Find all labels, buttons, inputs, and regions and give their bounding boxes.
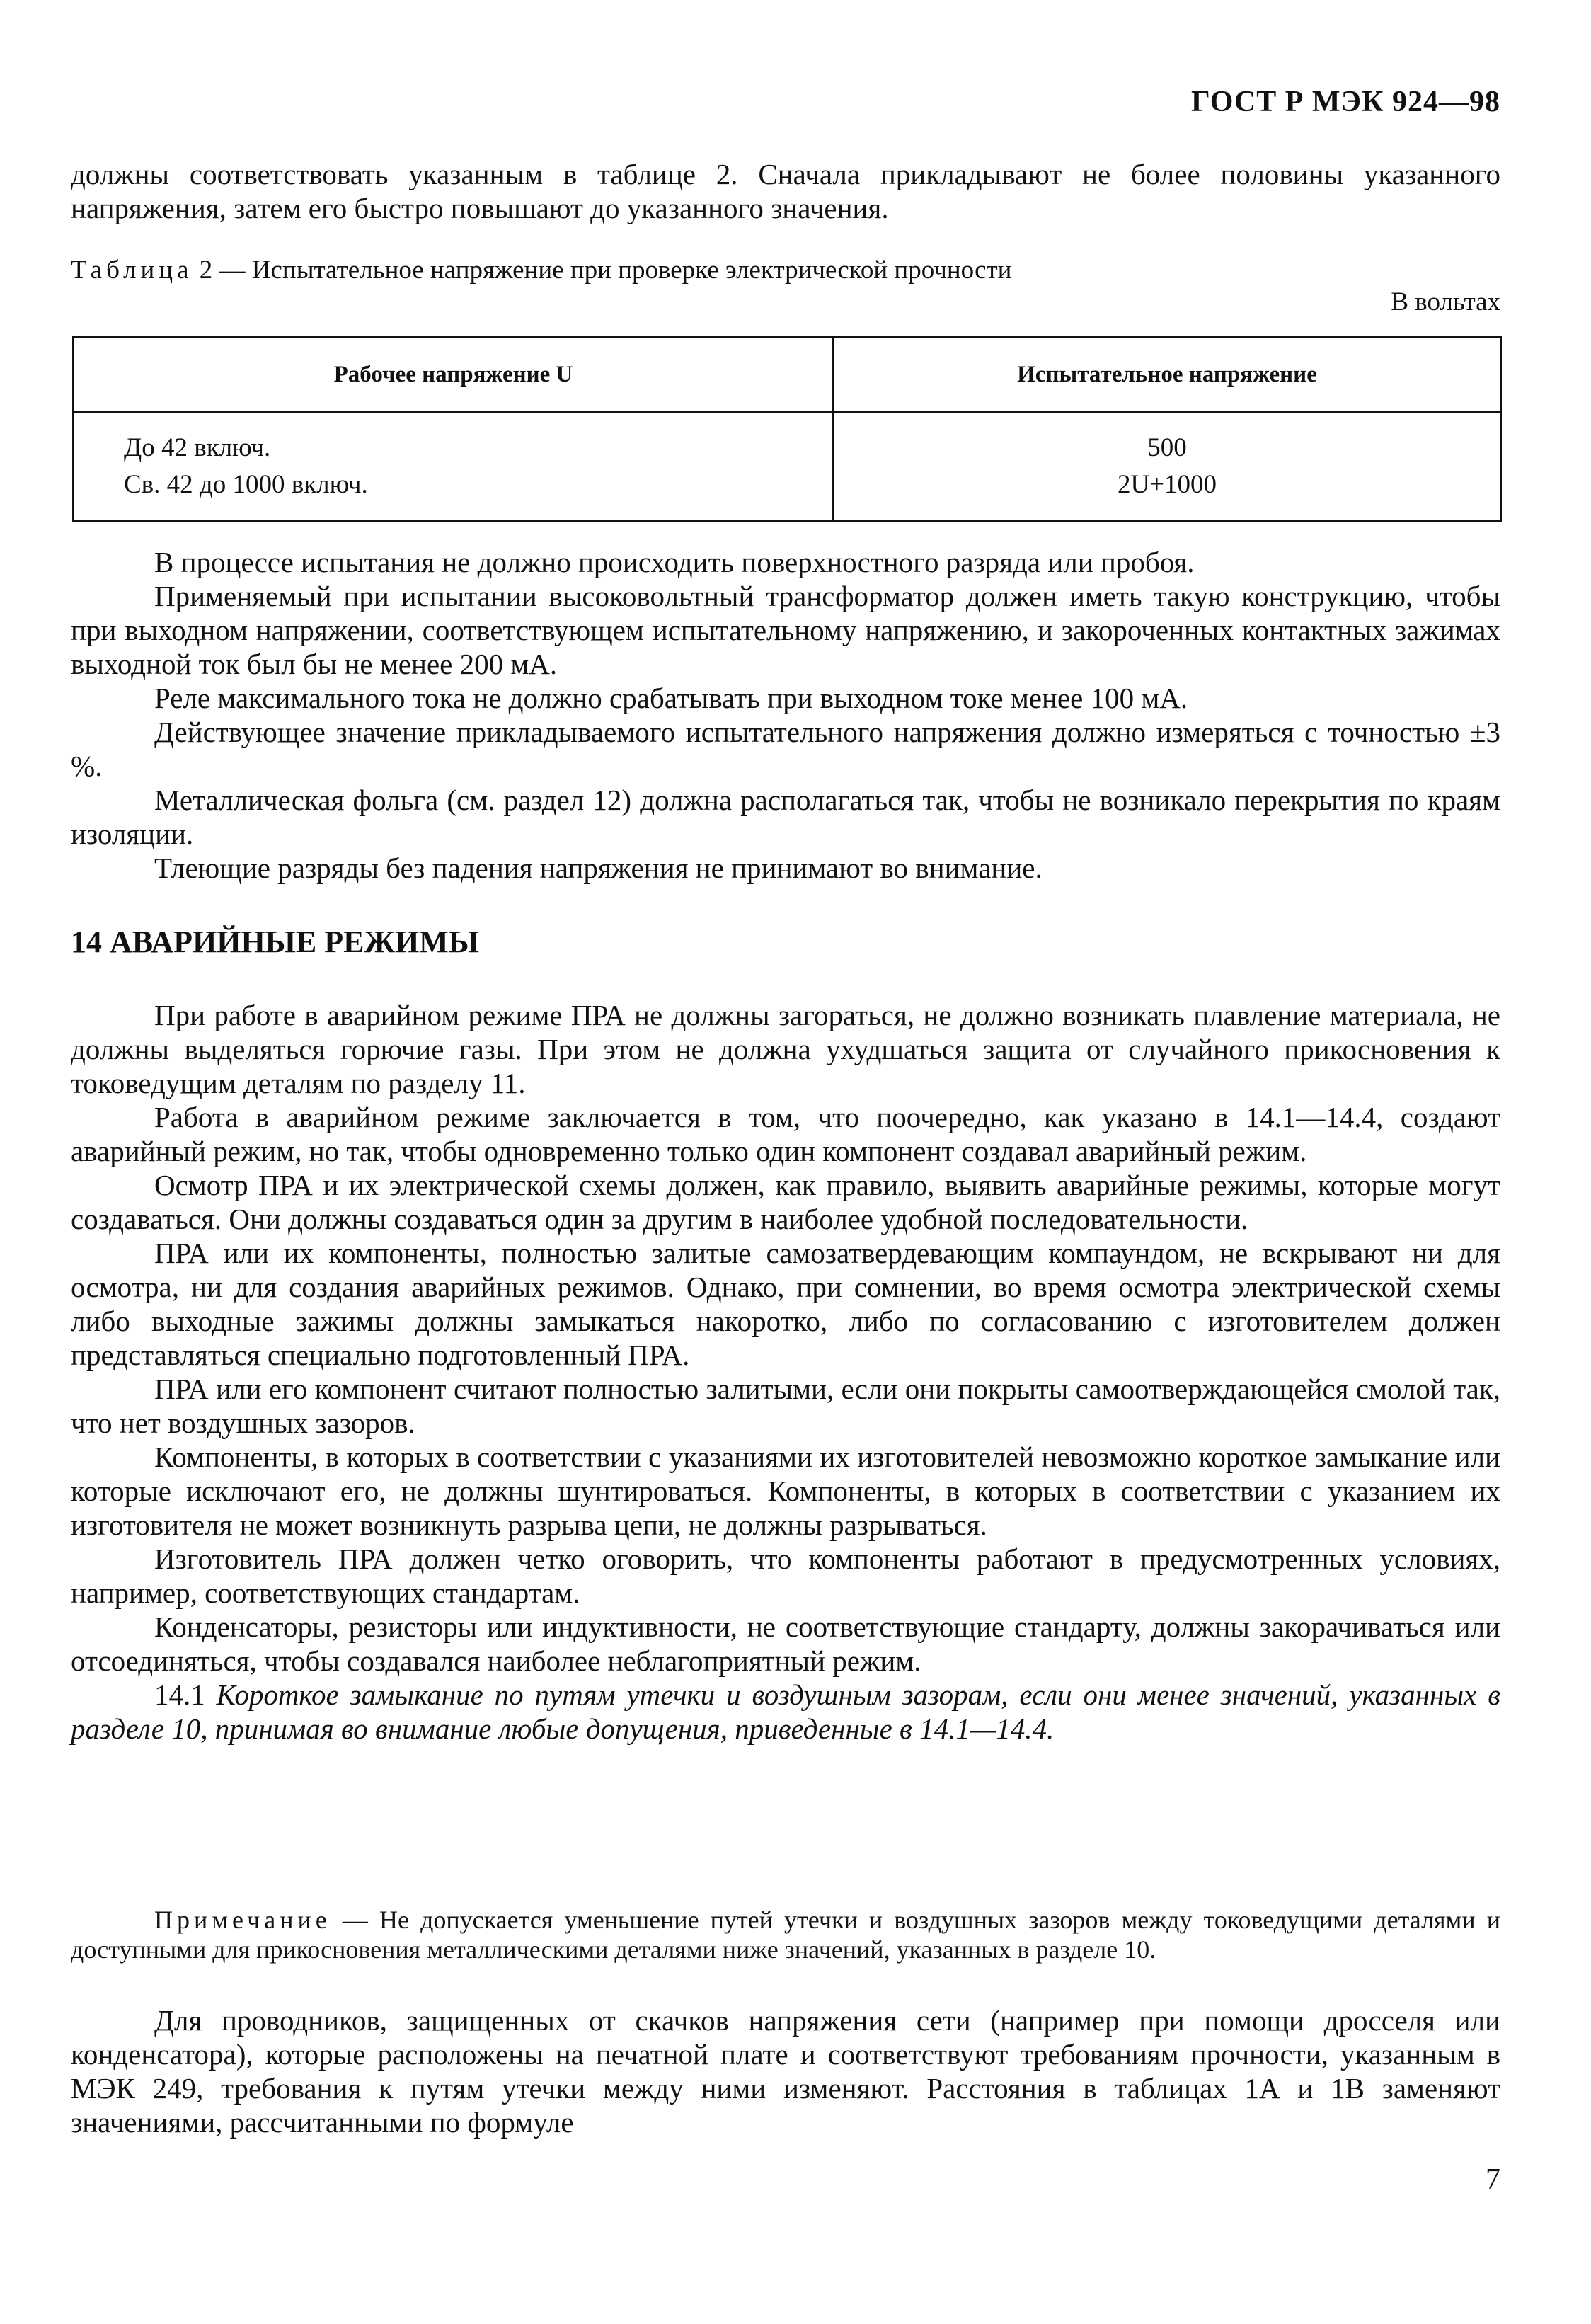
intro-paragraph — [71, 157, 1500, 225]
working-voltage-cell — [74, 412, 834, 522]
row2-range: Св. 42 до 1000 включ. — [124, 470, 368, 499]
paragraph: Металлическая фольга (см. раздел 12) должна располагаться так, чтобы не возникало перекрытия по краям изоляции. — [71, 784, 1500, 850]
final-paragraph-block — [71, 2003, 1500, 2139]
note-text: — Не допускается уменьшение путей утечки и воздушных зазоров между токоведущими деталями и доступными для прикосновения металлическими деталями ниже значений, указанных в разделе 10. — [71, 1906, 1500, 1964]
table-row — [74, 412, 1501, 522]
paragraph: Реле максимального тока не должно срабатывать при выходном токе менее 100 мА. — [154, 682, 1188, 714]
item-14-1 — [71, 1678, 1500, 1746]
item-14-1-text: Короткое замыкание по путям утечки и воздушным зазорам, если они менее значений, указанных в разделе 10, принимая во внимание любые допущения, приведенные в 14.1—14.4. — [71, 1678, 1501, 1745]
paragraph: В процессе испытания не должно происходить поверхностного разряда или пробоя. — [154, 546, 1195, 578]
test-voltage-cell — [834, 412, 1501, 522]
paragraph: При работе в аварийном режиме ПРА не должны загораться, не должно возникать плавление материала, не должны выделяться горючие газы. При этом не должна ухудшаться защита от случайного прикосновения к токоведущим деталям по разделу 11. — [71, 999, 1500, 1099]
table-caption — [71, 255, 1011, 285]
intro-text: должны соответствовать указанным в таблице 2. Сначала прикладывают не более половины указанного напряжения, затем его быстро повышают до указанного значения. — [71, 158, 1500, 224]
test-voltage-table — [72, 336, 1502, 522]
paragraph: Применяемый при испытании высоковольтный трансформатор должен иметь такую конструкцию, чтобы при выходном напряжении, соответствующем испытательному напряжению, и закороченных контактных зажимах выходной ток был бы не менее 200 мА. — [71, 580, 1500, 680]
col-working-voltage: Рабочее напряжение U — [74, 338, 834, 412]
paragraph: Тлеющие разряды без падения напряжения не принимают во внимание. — [154, 852, 1043, 884]
section-14-heading-block — [71, 924, 1500, 960]
section-13-text — [71, 545, 1500, 885]
table-header-row — [74, 338, 1501, 412]
section-14-title: 14 АВАРИЙНЫЕ РЕЖИМЫ — [71, 925, 479, 959]
paragraph: ПРА или их компоненты, полностью залитые самозатвердевающим компаундом, не вскрывают ни для осмотра, ни для создания аварийных режимов. Однако, при сомнении, во время осмотра электрической схемы либо выходные зажимы должны замыкаться накоротко, либо по согласованию с изготовителем должен представляться специально подготовленный ПРА. — [71, 1237, 1500, 1371]
paragraph: Осмотр ПРА и их электрической схемы должен, как правило, выявить аварийные режимы, которые могут создаваться. Они должны создаваться один за другим в наиболее удобной последовательности. — [71, 1169, 1500, 1235]
paragraph: Конденсаторы, резисторы или индуктивности, не соответствующие стандарту, должны закорачиваться или отсоединяться, чтобы создавался наиболее неблагоприятный режим. — [71, 1610, 1500, 1677]
paragraph: Действующее значение прикладываемого испытательного напряжения должно измеряться с точностью ±3 %. — [71, 716, 1500, 782]
row2-value: 2U+1000 — [1117, 470, 1217, 499]
col-test-voltage: Испытательное напряжение — [834, 338, 1501, 412]
item-14-1-number: 14.1 — [154, 1678, 217, 1711]
paragraph: Работа в аварийном режиме заключается в том, что поочередно, как указано в 14.1—14.4, создают аварийный режим, но так, чтобы одновременно только один компонент создавал аварийный режим. — [71, 1101, 1500, 1167]
note-block — [71, 1879, 1500, 1990]
note-label: Примечание — [154, 1906, 331, 1934]
table-caption-text: 2 — Испытательное напряжение при проверке электрической прочности — [193, 256, 1012, 285]
table-unit: В вольтах — [1391, 287, 1500, 316]
note — [71, 1905, 1500, 1964]
final-paragraph: Для проводников, защищенных от скачков напряжения сети (например при помощи дросселя или конденсатора), которые расположены на печатной плате и соответствуют требованиям прочности, указанным в МЭК 249, требования к путям утечки между ними изменяют. Расстояния в таблицах 1А и 1В заменяют значениями, рассчитанными по формуле — [71, 2004, 1500, 2139]
document-code: ГОСТ Р МЭК 924—98 — [1191, 86, 1500, 118]
paragraph: Изготовитель ПРА должен четко оговорить, что компоненты работают в предусмотренных условиях, например, соответствующих стандартам. — [71, 1542, 1500, 1609]
paragraph: Компоненты, в которых в соответствии с указаниями их изготовителей невозможно короткое замыкание или которые исключают его, не должны шунтироваться. Компоненты, в которых в соответствии с указанием их изготовителя не может возникнуть разрыва цепи, не должны разрываться. — [71, 1441, 1500, 1541]
paragraph: ПРА или его компонент считают полностью залитыми, если они покрыты самоотверждающейся смолой так, что нет воздушных зазоров. — [71, 1373, 1500, 1439]
page-number: 7 — [1486, 2163, 1500, 2196]
row1-range: До 42 включ. — [124, 433, 271, 462]
row1-value: 500 — [1147, 433, 1187, 462]
table-caption-label: Таблица — [71, 256, 193, 285]
section-14-text — [71, 998, 1500, 1746]
